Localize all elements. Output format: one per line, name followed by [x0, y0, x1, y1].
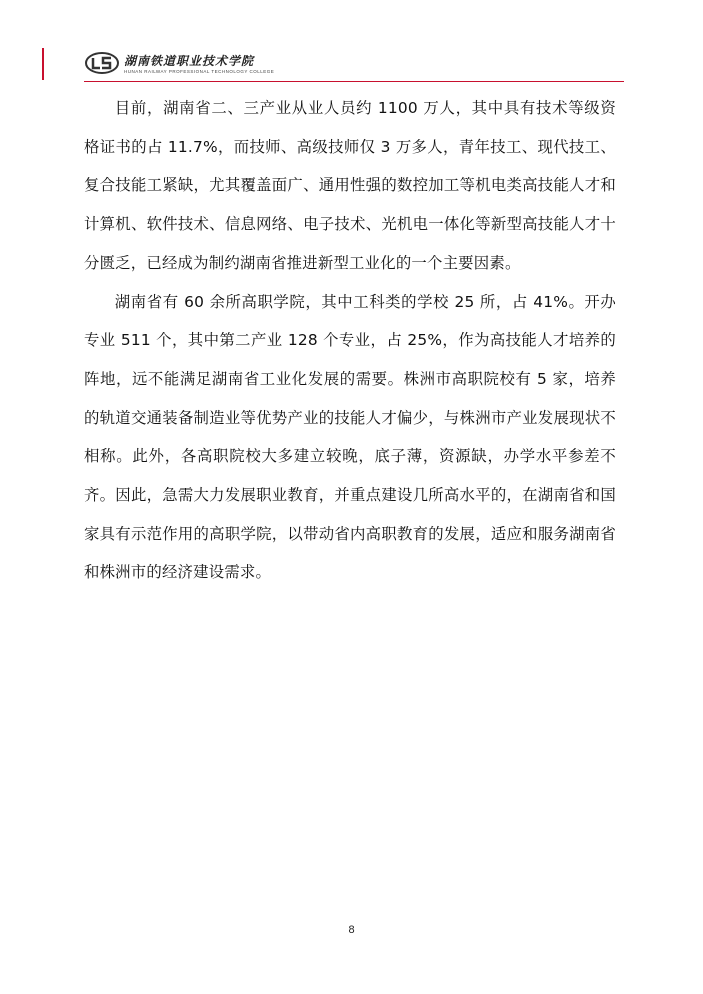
header-divider [84, 81, 624, 82]
college-logo-icon [84, 50, 120, 76]
institution-name-en: HUNAN RAILWAY PROFESSIONAL TECHNOLOGY COLLEGE [124, 69, 275, 74]
page-number: 8 [348, 924, 355, 936]
paragraph: 湖南省有 60 余所高职学院，其中工科类的学校 25 所，占 41%。开办专业 511 个，其中第二产业 128 个专业，占 25%，作为高技能人才培养的阵地，远不能满足湖南省工业化发展的需要。株洲市高职院校有 5 家，培养的轨道交通装备制造业等优势产业的技能人才偏少，与株洲市产业发展现状不相称。此外，各高职院校大多建立较晚，底子薄，资源缺，办学水平参差不齐。因此，急需大力发展职业教育，并重点建设几所高水平的，在湖南省和国家具有示范作用的高职学院，以带动省内高职教育的发展，适应和服务湖南省和株洲市的经济建设需求。 [84, 292, 616, 582]
institution-name-cn: 湖南铁道职业技术学院 [124, 54, 255, 68]
paragraph: 目前，湖南省二、三产业从业人员约 1100 万人，其中具有技术等级资格证书的占 11.7%，而技师、高级技师仅 3 万多人，青年技工、现代技工、复合技能工紧缺，尤其覆盖面广、通用性强的数控加工等机电类高技能人才和计算机、软件技术、信息网络、电子技术、光机电一体化等新型高技能人才十分匮乏，已经成为制约湖南省推进新型工业化的一个主要因素。 [84, 99, 616, 272]
document-body [84, 89, 616, 592]
document-header [84, 50, 624, 80]
header-accent-bar [42, 48, 44, 80]
